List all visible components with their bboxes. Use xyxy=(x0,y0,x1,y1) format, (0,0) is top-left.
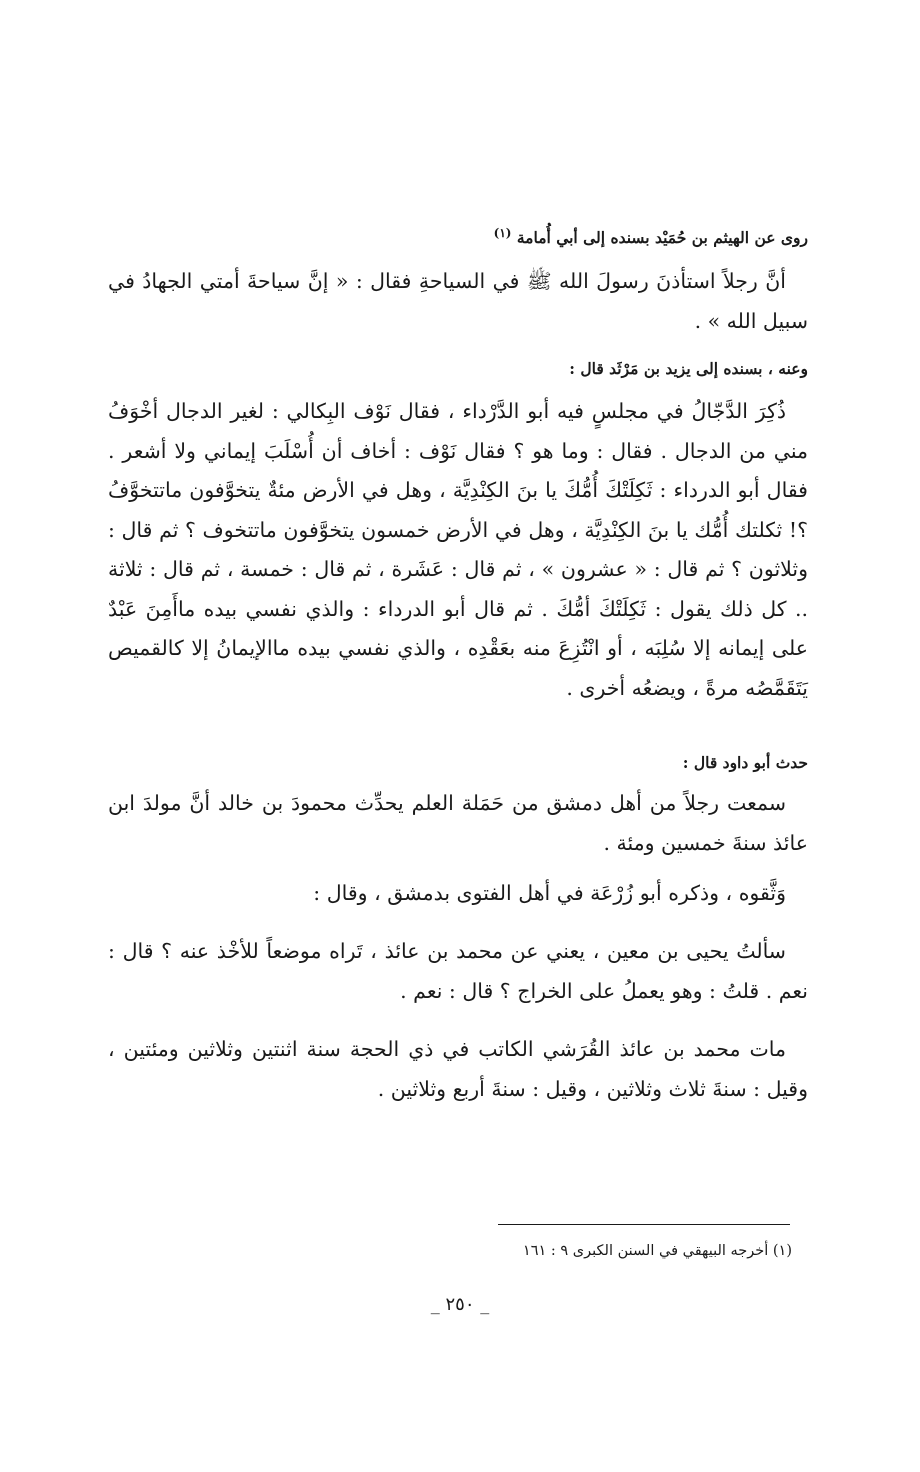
footnote: (١) أخرجه البيهقي في السنن الكبرى ٩ : ١٦١ xyxy=(522,1243,792,1259)
section-3-body: سمعت رجلاً من أهل دمشق من حَمَلة العلم يحدِّث محمودَ بن خالد أنَّ مولدَ ابن عائذ سنةَ خمسين ومئة . xyxy=(108,791,808,855)
section-2 xyxy=(108,358,808,708)
section-5 xyxy=(108,932,808,1011)
section-1-lead: روى عن الهيثم بن حُمَيْد بسنده إلى أبي أُمامة $^{(١)}$ xyxy=(493,226,808,248)
section-2-body: ذُكِرَ الدَّجّالُ في مجلسٍ فيه أبو الدَّرْداء ، فقال نَوْف البِكالي : لغير الدجال أخْوَفُ مني من الدجال . فقال : وما هو ؟ فقال نَوْف : أخاف أن أُسْلَبَ إيماني ولا أشعر . فقال أبو الدرداء : ثَكِلَتْكَ أُمُّكَ يا بنَ الكِنْدِيَّة ، وهل في الأرض مئةٌ يتخوَّفون ماتتخوَّفُ ؟! ثكلتك أُمُّك يا بنَ الكِنْدِيَّة ، وهل في الأرض خمسون يتخوَّفون ماتتخوف ؟ ثم قال : وثلاثون ؟ ثم قال : « عشرون » ، ثم قال : عَشَرة ، ثم قال : خمسة ، ثم قال : ثلاثة .. كل ذلك يقول : ثَكِلَتْكَ أمُّكَ . ثم قال أبو الدرداء : والذي نفسي بيده ماأَمِنَ عَبْدٌ على إيمانه إلا سُلِبَه ، أو انْتُزِعَ منه بعَقْدِه ، والذي نفسي بيده ماالإيمانُ إلا كالقميص يَتَقَمَّصُه مرةً ، ويضعُه أخرى . xyxy=(108,399,808,700)
section-5-body: سألتُ يحيى بن معين ، يعني عن محمد بن عائذ ، تَراه موضعاً للأخْذ عنه ؟ قال : نعم . قلتُ : وهو يعملُ على الخراج ؟ قال : نعم . xyxy=(108,939,808,1003)
page-number: _ ٢٥٠ _ xyxy=(430,1294,490,1315)
section-3-lead: حدث أبو داود قال : xyxy=(682,753,808,772)
section-4 xyxy=(108,874,808,914)
section-1-body: أنَّ رجلاً استأذنَ رسولَ الله ﷺ في السياحةِ فقال : « إنَّ سياحةَ أمتي الجهادُ في سبيل الله » . xyxy=(108,269,808,333)
section-2-lead: وعنه ، بسنده إلى يزيد بن مَرْثَد قال : xyxy=(569,359,808,378)
section-6 xyxy=(108,1030,808,1109)
footnote-divider xyxy=(498,1224,790,1225)
section-1 xyxy=(108,222,808,341)
section-3 xyxy=(108,752,808,863)
section-6-body: مات محمد بن عائذ القُرَشي الكاتب في ذي الحجة سنة اثنتين وثلاثين ومئتين ، وقيل : سنةَ ثلاث وثلاثين ، وقيل : سنةَ أربع وثلاثين . xyxy=(108,1037,808,1101)
section-4-body: وَثَّقوه ، وذكره أبو زُرْعَة في أهل الفتوى بدمشق ، وقال : xyxy=(313,881,786,905)
footnote-ref: (١) xyxy=(493,226,512,240)
